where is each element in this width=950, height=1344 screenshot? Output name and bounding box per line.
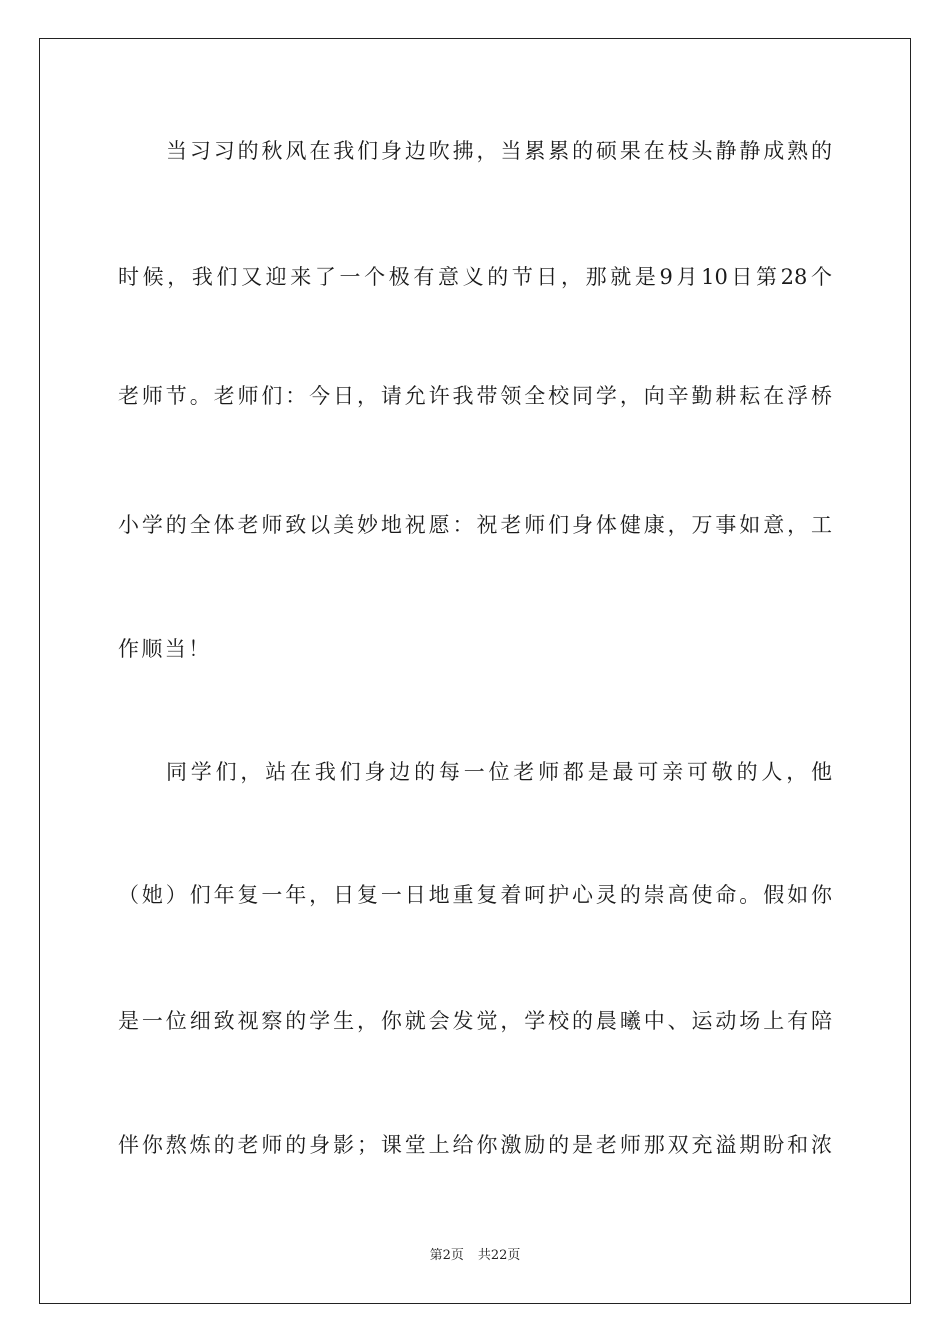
total-pages: 共22页 (477, 1248, 521, 1263)
paragraph-2-line-2: （她）们年复一年，日复一日地重复着呵护心灵的崇高使命。假如你 (118, 883, 832, 907)
paragraph-1-line-4: 小学的全体老师致以美妙地祝愿：祝老师们身体健康，万事如意，工 (118, 513, 832, 537)
paragraph-1-line-2: 时候，我们又迎来了一个极有意义的节日，那就是9月10日第28个 (118, 265, 832, 289)
paragraph-2-line-3: 是一位细致视察的学生，你就会发觉，学校的晨曦中、运动场上有陪 (118, 1009, 832, 1033)
page-border (39, 38, 911, 1304)
paragraph-1-line-3: 老师节。老师们：今日，请允许我带领全校同学，向辛勤耕耘在浮桥 (118, 384, 832, 408)
paragraph-1-line-1: 当习习的秋风在我们身边吹拂，当累累的硕果在枝头静静成熟的 (166, 139, 832, 163)
paragraph-2-line-1: 同学们，站在我们身边的每一位老师都是最可亲可敬的人，他 (166, 760, 832, 784)
page-number: 第2页 (429, 1248, 464, 1263)
page-footer (0, 1247, 950, 1265)
paragraph-1-line-5: 作顺当！ (118, 637, 212, 661)
paragraph-2-line-4: 伴你熬炼的老师的身影；课堂上给你激励的是老师那双充溢期盼和浓 (118, 1133, 832, 1157)
